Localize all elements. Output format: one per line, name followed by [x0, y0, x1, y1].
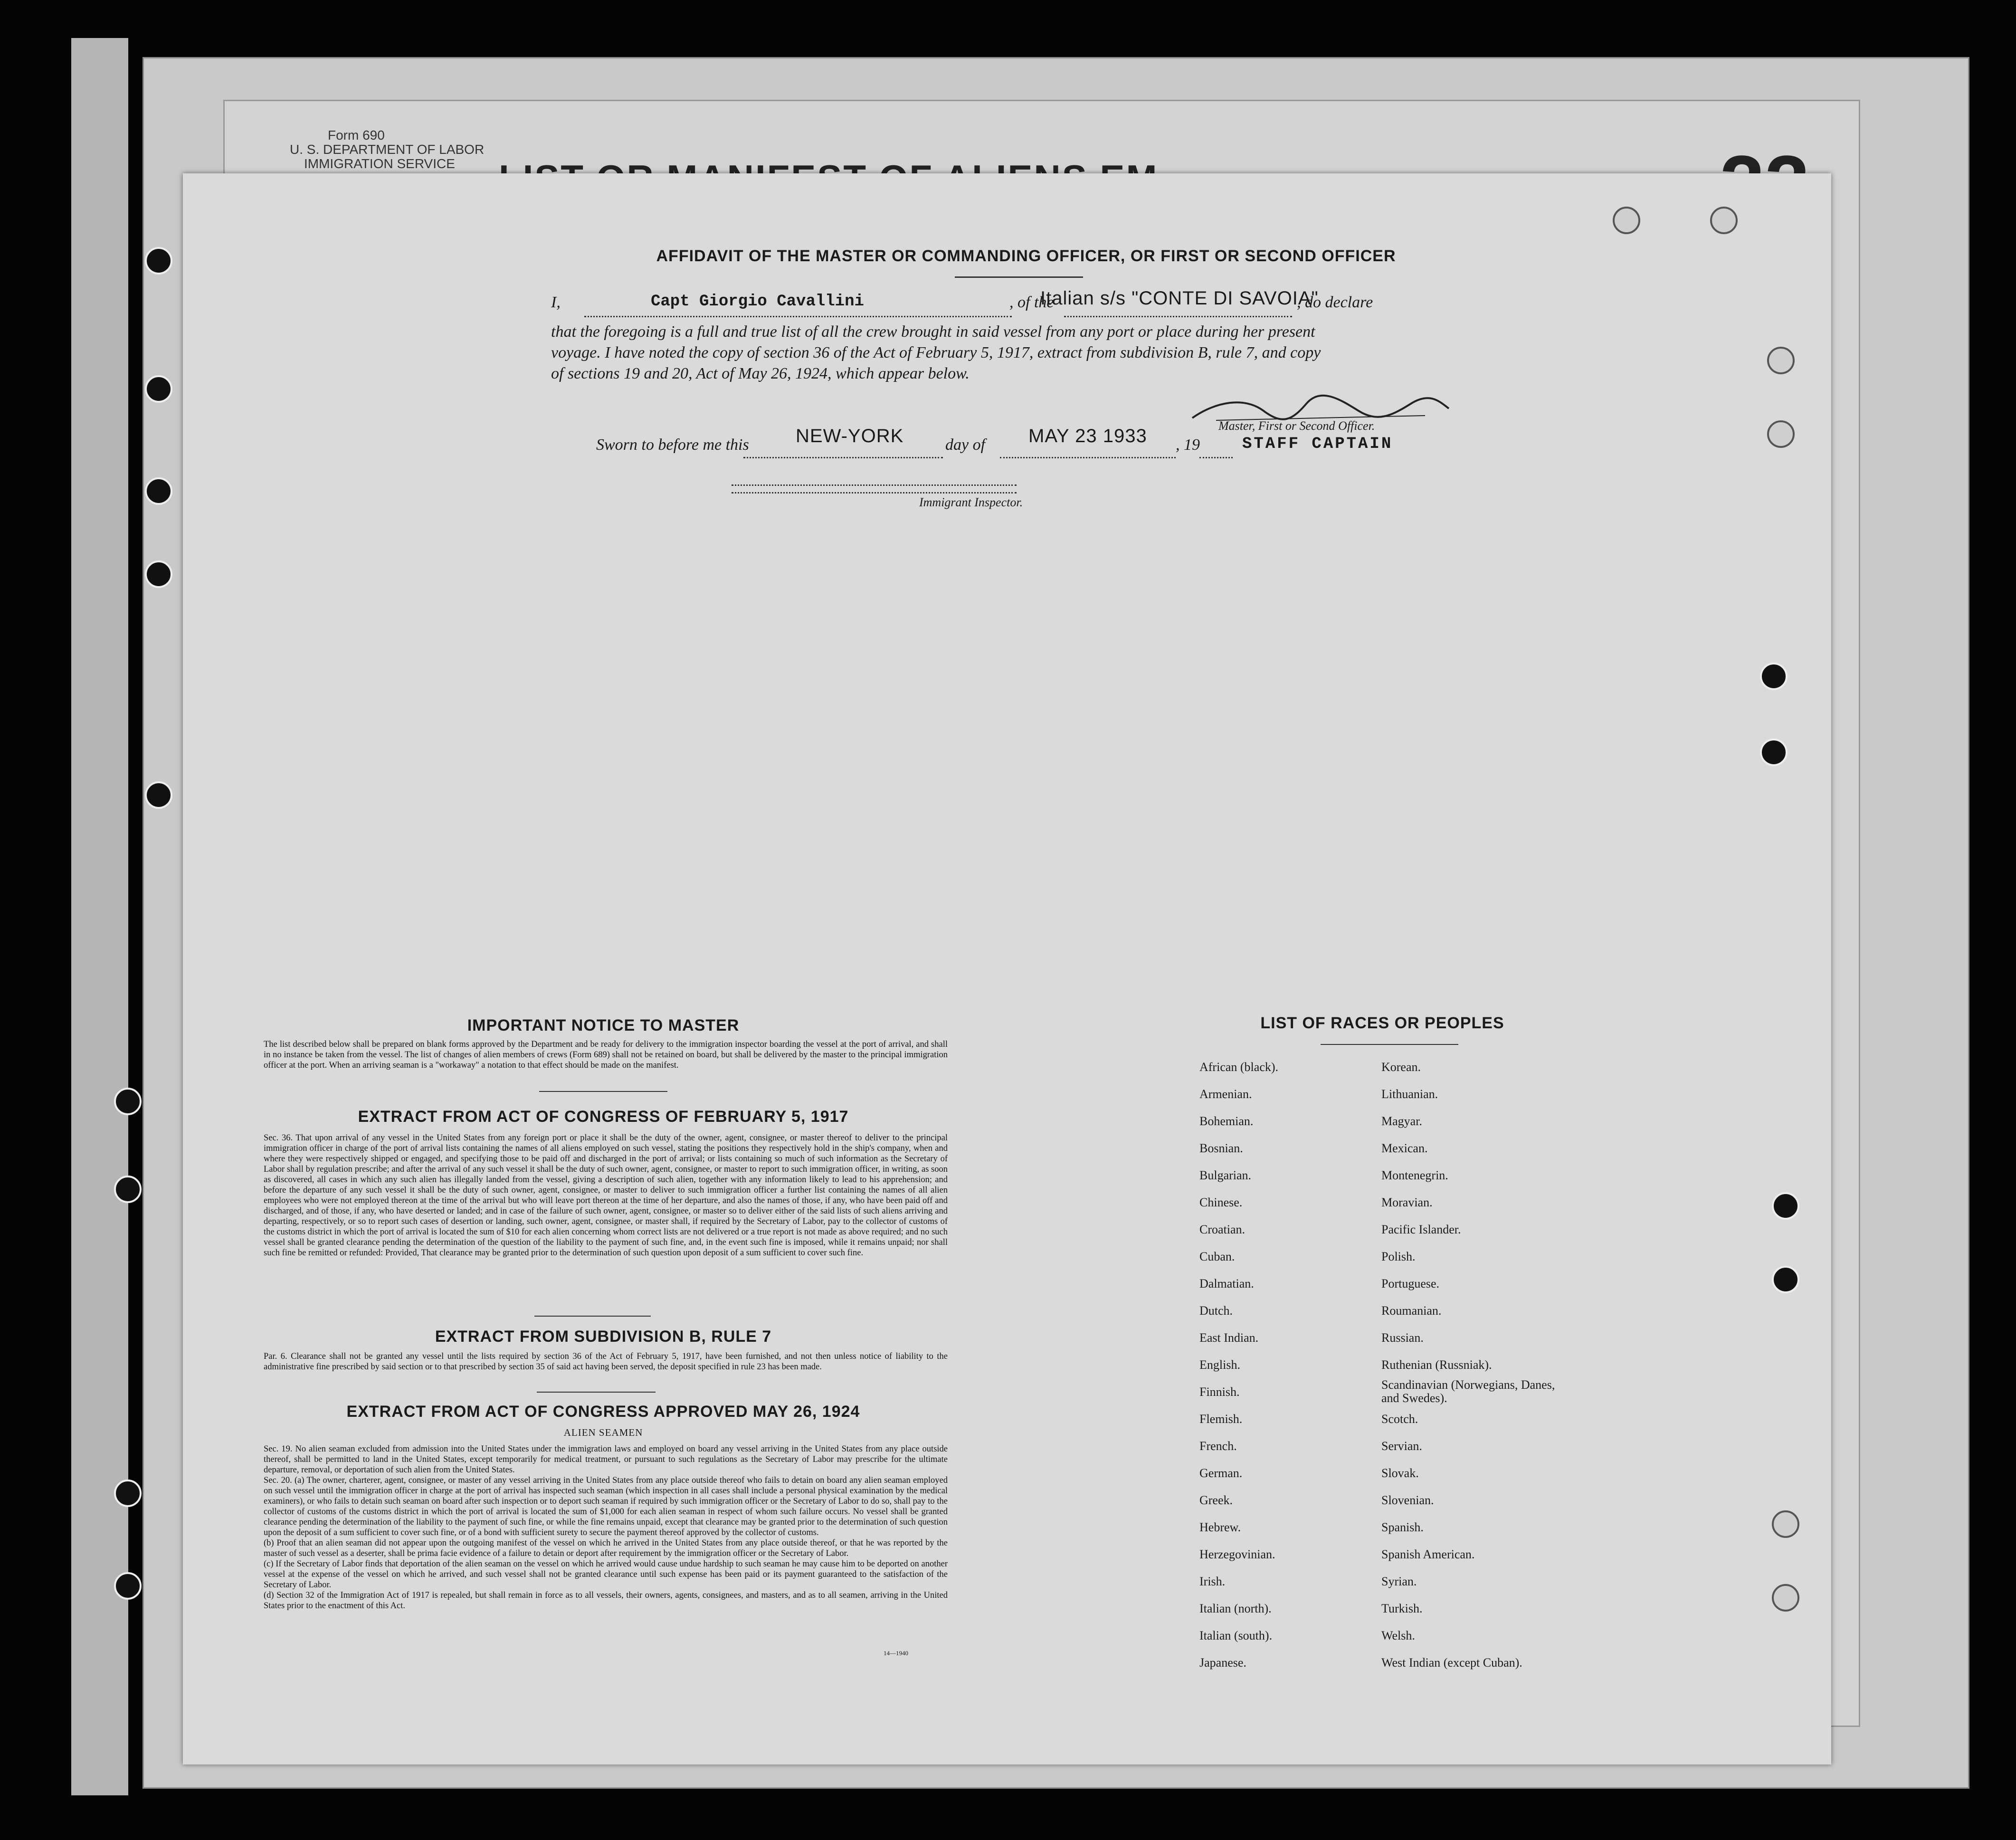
- binder-hole: [145, 477, 172, 505]
- sec-20d-text: (d) Section 32 of the Immigration Act of 1917 is repealed, but shall remain in force as to all vessels, their owners, agents, consignees, and masters, and as to all seamen, arriving in the United States prior to the enactment of this Act.: [264, 1591, 948, 1611]
- divider: [539, 1091, 667, 1092]
- binder-hole: [114, 1088, 142, 1115]
- race-item: English.: [1199, 1358, 1240, 1372]
- extract-1924-title: EXTRACT FROM ACT OF CONGRESS APPROVED MAY 26, 1924: [346, 1403, 860, 1421]
- race-item: Bohemian.: [1199, 1114, 1254, 1128]
- race-item: Servian.: [1381, 1439, 1422, 1453]
- notice-text: The list described below shall be prepared on blank forms approved by the Department and be ready for delivery to the immigration inspector boarding the vessel at the port of arrival, and shall in no instance be taken from the vessel. The list of changes of alien members of crews (Form 689) shall not be retained on board, but shall be delivered by the master to the principal immigration officer at the port. When an arriving seaman is a "workaway" a notation to that effect should be made on the manifest.: [264, 1040, 948, 1070]
- race-item: Irish.: [1199, 1574, 1226, 1588]
- race-item: Pacific Islander.: [1381, 1223, 1461, 1236]
- sworn-date: MAY 23 1933: [1028, 426, 1147, 446]
- race-item: Portuguese.: [1381, 1277, 1440, 1290]
- extract-1917-title: EXTRACT FROM ACT OF CONGRESS OF FEBRUARY 5, 1917: [358, 1108, 849, 1126]
- of-the-label: , of the: [1009, 294, 1054, 311]
- day-of-label: day of: [945, 436, 986, 454]
- divider: [534, 1316, 651, 1317]
- race-item: Italian (north).: [1199, 1602, 1272, 1615]
- binder-hole: [1767, 347, 1795, 374]
- binder-hole: [1772, 1510, 1799, 1538]
- sworn-date-line: [1000, 457, 1176, 458]
- binder-hole: [145, 375, 172, 403]
- race-item: Magyar.: [1381, 1114, 1422, 1128]
- vessel-name: Italian s/s "CONTE DI SAVOIA": [1040, 288, 1319, 309]
- inspector-signature-line: [732, 484, 1017, 486]
- binder-hole: [1772, 1584, 1799, 1612]
- race-item: Dutch.: [1199, 1304, 1233, 1318]
- binder-hole: [114, 1480, 142, 1507]
- race-item: Armenian.: [1199, 1087, 1252, 1101]
- sworn-label: Sworn to before me this: [596, 436, 749, 454]
- extract-rule7-text: Par. 6. Clearance shall not be granted any vessel until the lists required by section 36 of the Act of February 5, 1917, have been furnished, and not then unless notice of liability to the administrative fine prescribed by said section or to that prescribed by section 35 of said act having been served, the deposit specified in rule 23 has been made.: [264, 1352, 948, 1372]
- race-item: Scotch.: [1381, 1412, 1418, 1426]
- binder-hole: [1767, 420, 1795, 448]
- print-code: 14—1940: [884, 1650, 908, 1657]
- race-item: Scandinavian (Norwegians, Danes, and Swedes).: [1381, 1378, 1555, 1405]
- binder-hole: [1710, 207, 1738, 234]
- race-item: Mexican.: [1381, 1141, 1428, 1155]
- sec-19-text: Sec. 19. No alien seaman excluded from admission into the United States under the immigration laws and employed on board any vessel arriving in the United States from any place outside thereof, shall be permitted to land in the United States, except temporarily for medical treatment, or pursuant to such regulations as the Secretary of Labor may prescribe for the ultimate departure, removal, or deportation of such alien from the United States.: [264, 1444, 948, 1475]
- race-item: Bosnian.: [1199, 1141, 1243, 1155]
- race-item: Croatian.: [1199, 1223, 1246, 1236]
- affidavit-title: AFFIDAVIT OF THE MASTER OR COMMANDING OFFICER, OR FIRST OR SECOND OFFICER: [656, 247, 1396, 265]
- race-item: Flemish.: [1199, 1412, 1243, 1426]
- extract-1924-text: [264, 1444, 948, 1611]
- race-item: Cuban.: [1199, 1250, 1235, 1263]
- form-service: IMMIGRATION SERVICE: [304, 156, 455, 171]
- race-item: Chinese.: [1199, 1195, 1243, 1209]
- affidavit-line-1: [551, 288, 1515, 317]
- race-item: Spanish American.: [1381, 1547, 1475, 1561]
- form-number: Form 690: [328, 128, 385, 142]
- race-item: Polish.: [1381, 1250, 1416, 1263]
- race-item: Herzegovinian.: [1199, 1547, 1275, 1561]
- vessel-field-line: [1064, 316, 1292, 317]
- race-item: Bulgarian.: [1199, 1168, 1252, 1182]
- race-item: Ruthenian (Russniak).: [1381, 1358, 1492, 1372]
- race-item: Hebrew.: [1199, 1520, 1241, 1534]
- affidavit-line-2: that the foregoing is a full and true list of all the crew brought in said vessel from any port or place during her present: [551, 323, 1315, 341]
- officer-caption: Master, First or Second Officer.: [1218, 419, 1375, 433]
- master-name: Capt Giorgio Cavallini: [651, 293, 864, 311]
- race-item: Dalmatian.: [1199, 1277, 1254, 1290]
- extract-1924-subtitle: ALIEN SEAMEN: [563, 1427, 643, 1438]
- officer-title: STAFF CAPTAIN: [1242, 435, 1393, 453]
- divider: [955, 276, 1083, 278]
- binder-hole: [145, 560, 172, 588]
- binder-hole: [1613, 207, 1640, 234]
- binder-hole: [145, 247, 172, 275]
- race-item: Korean.: [1381, 1060, 1421, 1074]
- races-left-column: [1199, 1053, 1370, 1676]
- notice-title: IMPORTANT NOTICE TO MASTER: [467, 1016, 740, 1034]
- sworn-place: NEW-YORK: [796, 426, 904, 446]
- race-item: Moravian.: [1381, 1195, 1433, 1209]
- race-item: African (black).: [1199, 1060, 1279, 1074]
- race-item: Slovak.: [1381, 1466, 1419, 1480]
- race-item: Finnish.: [1199, 1385, 1240, 1399]
- race-item: German.: [1199, 1466, 1243, 1480]
- binder-hole: [114, 1176, 142, 1203]
- background-form-header: [290, 128, 484, 171]
- extract-rule7-title: EXTRACT FROM SUBDIVISION B, RULE 7: [435, 1328, 772, 1346]
- race-item: Welsh.: [1381, 1629, 1415, 1642]
- left-page-edge: [71, 38, 128, 1795]
- inspector-signature-line: [732, 492, 1017, 493]
- races-right-column: [1381, 1053, 1581, 1676]
- affidavit-line-4: of sections 19 and 20, Act of May 26, 1924, which appear below.: [551, 365, 970, 382]
- races-title: LIST OF RACES OR PEOPLES: [1260, 1014, 1504, 1032]
- binder-hole: [1772, 1192, 1799, 1220]
- divider: [1321, 1044, 1458, 1045]
- name-field-line: [584, 316, 1012, 317]
- race-item: Montenegrin.: [1381, 1168, 1448, 1182]
- race-item: Slovenian.: [1381, 1493, 1434, 1507]
- affidavit-line-3: voyage. I have noted the copy of section 36 of the Act of February 5, 1917, extract from subdivision B, rule 7, and copy: [551, 344, 1321, 361]
- declare-label: , do declare: [1297, 294, 1373, 311]
- race-item: Spanish.: [1381, 1520, 1424, 1534]
- form-agency: U. S. DEPARTMENT OF LABOR: [290, 142, 485, 157]
- race-item: East Indian.: [1199, 1331, 1259, 1345]
- extract-1917-text: Sec. 36. That upon arrival of any vessel in the United States from any foreign port or place it shall be the duty of the owner, agent, consignee, or master thereof to deliver to the principal immigration officer in charge of the port of arrival lists containing the names of all aliens employed on such vessel, stating the positions they respectively hold in the ship's company, when and where they were respectively shipped or engaged, and specifying those to be paid off and discharged in the port of arrival; or lists containing so much of such information as the Secretary of Labor shall by regulation prescribe; and after the arrival of any such vessel it shall be the duty of such owner, agent, consignee, or master to report to such immigration officer, in writing, as soon as discovered, all cases in which any such alien has illegally landed from the vessel, giving a description of such alien, together with any information likely to lead to his apprehension; and before the departure of any such vessel it shall be the duty of such owner, agent, consignee, or master to deliver to such immigration officer a further list containing the names of all alien employees who were not employed thereon at the time of the arrival but who will leave port thereon at the time of her departure, and also the names of those, if any, who have been paid off and discharged, and of those, if any, who have deserted or landed; and in case of the failure of such owner, agent, consignee, or master so to deliver either of the said lists of such aliens arriving and departing, respectively, or so to report such cases of desertion or landing, such owner, agent, consignee, or master shall, if required by the Secretary of Labor, pay to the collector of customs of the customs district in which the port of arrival is located the sum of $10 for each alien concerning whom correct lists are not delivered or a true report is not made as above required; and no such vessel shall be granted clearance pending the determination of the question of the liability to the payment of such fine, and, in the event such fine is imposed, while it remains unpaid; nor shall such fine be remitted or refunded: Provided, That clearance may be granted prior to the determination of such question upon deposit of a sum sufficient to cover such fine.: [264, 1133, 948, 1258]
- binder-hole: [145, 781, 172, 809]
- sec-20a-text: Sec. 20. (a) The owner, charterer, agent, consignee, or master of any vessel arriving in the United States from any place outside thereof who fails to detain on board any alien seaman employed on such vessel until the immigration officer in charge at the port of arrival has inspected such seaman (which inspection in all cases shall include a personal physical examination by the medical examiners), or who fails to detain such seaman on board after such inspection or to deport such seaman if required by such immigration officer or the Secretary of Labor to do so, shall pay to the collector of customs of the customs district in which the port of arrival is located the sum of $1,000 for each alien seaman in respect of whom such failure occurs. No vessel shall be granted clearance pending the determination of the liability to the payment of such fine, or while the fine remains unpaid, except that clearance may be granted prior to the determination of such question upon the deposit of a sum sufficient to cover such fine, or of a bond with sufficient surety to secure the payment thereof approved by the collector of customs.: [264, 1476, 948, 1537]
- i-label: I,: [551, 294, 561, 311]
- race-item: Lithuanian.: [1381, 1087, 1438, 1101]
- race-item: Syrian.: [1381, 1574, 1417, 1588]
- year-prefix: , 19: [1176, 436, 1200, 454]
- race-item: Japanese.: [1199, 1656, 1246, 1669]
- race-item: Greek.: [1199, 1493, 1233, 1507]
- race-item: Turkish.: [1381, 1602, 1423, 1615]
- binder-hole: [1772, 1266, 1799, 1293]
- binder-hole: [1760, 663, 1788, 690]
- sec-20c-text: (c) If the Secretary of Labor finds that deportation of the alien seaman on the vessel on which he arrived would cause undue hardship to such seaman he may cause him to be deported on another vessel at the expense of the vessel on which he arrived, and such vessel shall not be granted clearance until such expense has been paid or its payment guaranteed to the satisfaction of the Secretary of Labor.: [264, 1559, 948, 1590]
- race-item: Russian.: [1381, 1331, 1424, 1345]
- race-item: Italian (south).: [1199, 1629, 1273, 1642]
- sworn-year-line: [1199, 457, 1233, 458]
- binder-hole: [114, 1572, 142, 1600]
- divider: [537, 1392, 656, 1393]
- race-item: French.: [1199, 1439, 1237, 1453]
- binder-hole: [1760, 739, 1788, 766]
- sworn-place-line: [743, 457, 943, 458]
- race-item: Roumanian.: [1381, 1304, 1442, 1318]
- inspector-caption: Immigrant Inspector.: [919, 495, 1023, 509]
- race-item: West Indian (except Cuban).: [1381, 1656, 1522, 1669]
- sec-20b-text: (b) Proof that an alien seaman did not appear upon the outgoing manifest of the vessel on which he arrived in the United States from any place outside thereof, or that he was reported by the master of such vessel as a deserter, shall be prima facie evidence of a failure to detain or deport after requirement by the immigration officer or the Secretary of Labor.: [264, 1538, 948, 1558]
